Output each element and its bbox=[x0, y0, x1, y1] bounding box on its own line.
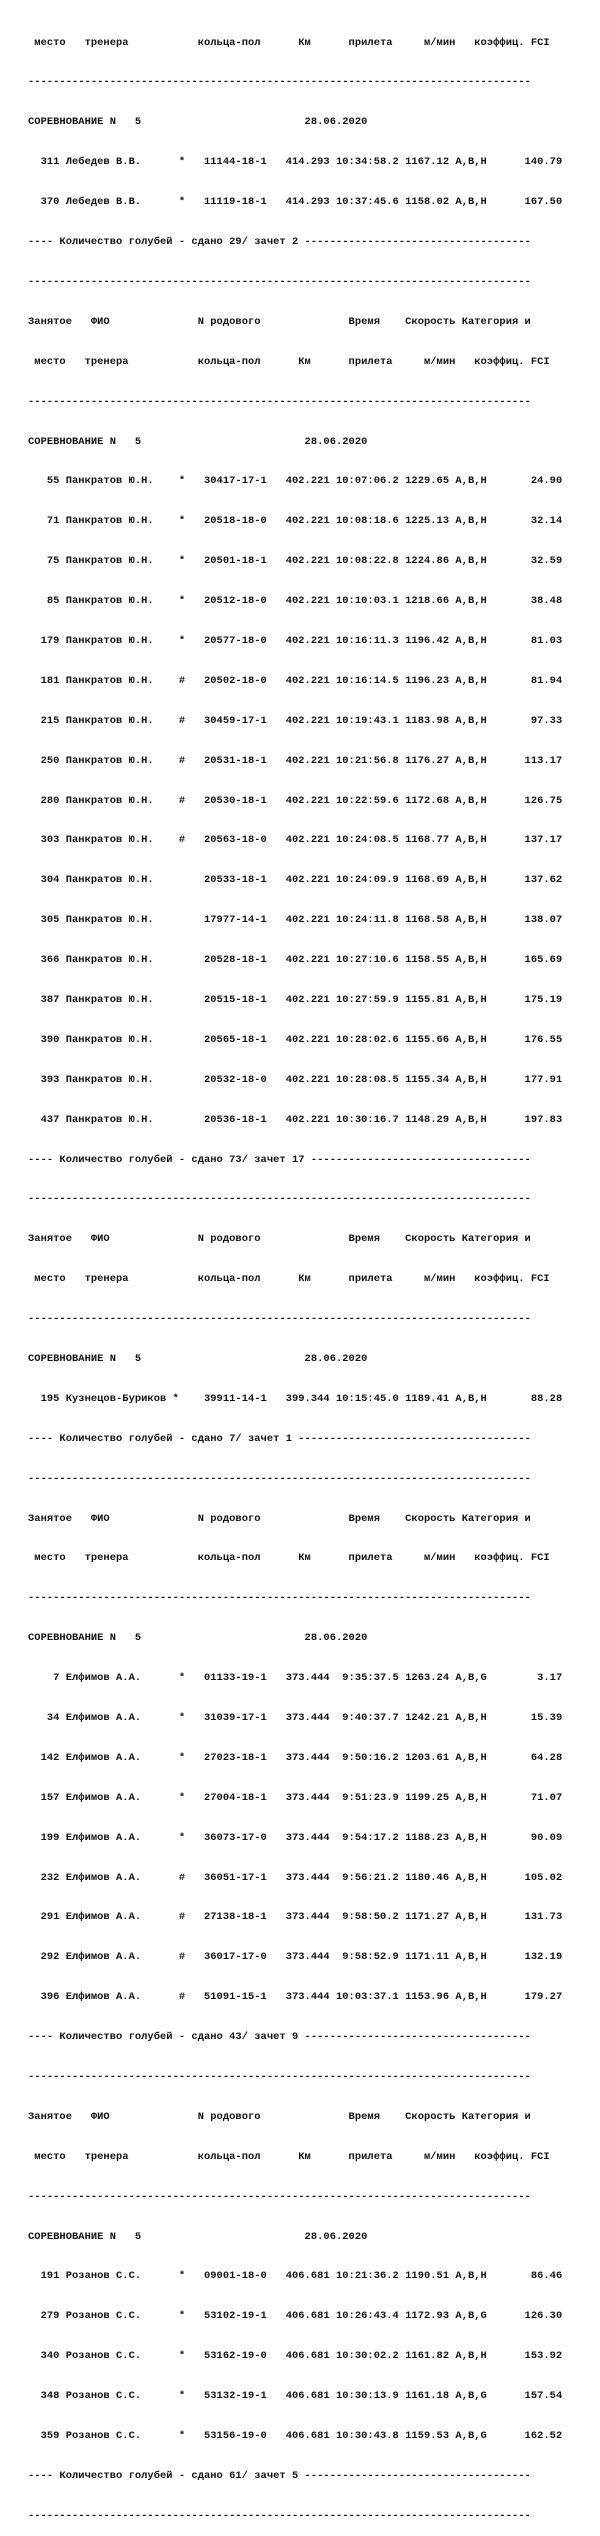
text-line: место тренера кольца-пол Км прилета м/мин коэффиц. FCI bbox=[28, 1273, 550, 1286]
text-line: 393 Панкратов Ю.Н. 20532-18-0 402.221 10:28:08.5 1155.34 A,B,H 177.91 bbox=[28, 1073, 563, 1086]
text-line: 250 Панкратов Ю.Н. # 20531-18-1 402.221 10:21:56.8 1176.27 A,B,H 113.17 bbox=[28, 754, 563, 767]
text-line: Занятое ФИО N родового Время Скорость Категория и bbox=[28, 2110, 531, 2123]
text-line: место тренера кольца-пол Км прилета м/мин коэффиц. FCI bbox=[28, 2150, 550, 2163]
text-line: -------------------------------------------------------------------------------- bbox=[28, 1472, 531, 1485]
text-line: место тренера кольца-пол Км прилета м/мин коэффиц. FCI bbox=[28, 1552, 550, 1565]
text-line: -------------------------------------------------------------------------------- bbox=[28, 2509, 531, 2522]
text-line: -------------------------------------------------------------------------------- bbox=[28, 1592, 531, 1605]
text-line: СОРЕВНОВАНИЕ N 5 28.06.2020 bbox=[28, 1632, 368, 1645]
text-line: -------------------------------------------------------------------------------- bbox=[28, 395, 531, 408]
text-line: 348 Розанов С.С. * 53132-19-1 406.681 10:30:13.9 1161.18 A,B,G 157.54 bbox=[28, 2390, 563, 2403]
results-printout bbox=[28, 10, 562, 2536]
text-line: 55 Панкратов Ю.Н. * 30417-17-1 402.221 10:07:06.2 1229.65 A,B,H 24.90 bbox=[28, 475, 563, 488]
text-line: ---- Количество голубей - сдано 61/ зачет 5 ------------------------------------ bbox=[28, 2469, 531, 2482]
text-line: -------------------------------------------------------------------------------- bbox=[28, 76, 531, 89]
text-line: 304 Панкратов Ю.Н. 20533-18-1 402.221 10:24:09.9 1168.69 A,B,H 137.62 bbox=[28, 874, 563, 887]
text-line: -------------------------------------------------------------------------------- bbox=[28, 275, 531, 288]
text-line: СОРЕВНОВАНИЕ N 5 28.06.2020 bbox=[28, 435, 368, 448]
text-line: 85 Панкратов Ю.Н. * 20512-18-0 402.221 10:10:03.1 1218.66 A,B,H 38.48 bbox=[28, 595, 563, 608]
text-line: 181 Панкратов Ю.Н. # 20502-18-0 402.221 10:16:14.5 1196.23 A,B,H 81.94 bbox=[28, 674, 563, 687]
text-line: 390 Панкратов Ю.Н. 20565-18-1 402.221 10:28:02.6 1155.66 A,B,H 176.55 bbox=[28, 1033, 563, 1046]
text-line: Занятое ФИО N родового Время Скорость Категория и bbox=[28, 315, 531, 328]
text-line: 7 Елфимов А.А. * 01133-19-1 373.444 9:35:37.5 1263.24 A,B,G 3.17 bbox=[28, 1672, 563, 1685]
text-line: 303 Панкратов Ю.Н. # 20563-18-0 402.221 10:24:08.5 1168.77 A,B,H 137.17 bbox=[28, 834, 563, 847]
text-line: 311 Лебедев В.В. * 11144-18-1 414.293 10:34:58.2 1167.12 A,B,H 140.79 bbox=[28, 156, 563, 169]
text-line: ---- Количество голубей - сдано 73/ зачет 17 ----------------------------------- bbox=[28, 1153, 531, 1166]
text-line: 359 Розанов С.С. * 53156-19-0 406.681 10:30:43.8 1159.53 A,B,G 162.52 bbox=[28, 2430, 563, 2443]
text-line: Занятое ФИО N родового Время Скорость Категория и bbox=[28, 1512, 531, 1525]
text-line: 195 Кузнецов-Буриков * 39911-14-1 399.344 10:15:45.0 1189.41 A,B,H 88.28 bbox=[28, 1392, 563, 1405]
text-line: 366 Панкратов Ю.Н. 20528-18-1 402.221 10:27:10.6 1158.55 A,B,H 165.69 bbox=[28, 954, 563, 967]
text-line: СОРЕВНОВАНИЕ N 5 28.06.2020 bbox=[28, 1352, 368, 1365]
text-line: 232 Елфимов А.А. # 36051-17-1 373.444 9:56:21.2 1180.46 A,B,H 105.02 bbox=[28, 1871, 563, 1884]
text-line: СОРЕВНОВАНИЕ N 5 28.06.2020 bbox=[28, 2230, 368, 2243]
text-line: 396 Елфимов А.А. # 51091-15-1 373.444 10:03:37.1 1153.96 A,B,H 179.27 bbox=[28, 1991, 563, 2004]
text-line: 291 Елфимов А.А. # 27138-18-1 373.444 9:58:50.2 1171.27 A,B,H 131.73 bbox=[28, 1911, 563, 1924]
text-line: Занятое ФИО N родового Время Скорость Категория и bbox=[28, 1233, 531, 1246]
text-line: 305 Панкратов Ю.Н. 17977-14-1 402.221 10:24:11.8 1168.58 A,B,H 138.07 bbox=[28, 914, 563, 927]
text-line: 292 Елфимов А.А. # 36017-17-0 373.444 9:58:52.9 1171.11 A,B,H 132.19 bbox=[28, 1951, 563, 1964]
text-line: 437 Панкратов Ю.Н. 20536-18-1 402.221 10:30:16.7 1148.29 A,B,H 197.83 bbox=[28, 1113, 563, 1126]
text-line: ---- Количество голубей - сдано 29/ зачет 2 ------------------------------------ bbox=[28, 236, 531, 249]
text-line: СОРЕВНОВАНИЕ N 5 28.06.2020 bbox=[28, 116, 368, 129]
text-line: место тренера кольца-пол Км прилета м/мин коэффиц. FCI bbox=[28, 36, 550, 49]
text-line: -------------------------------------------------------------------------------- bbox=[28, 2071, 531, 2084]
text-line: 157 Елфимов А.А. * 27004-18-1 373.444 9:51:23.9 1199.25 A,B,H 71.07 bbox=[28, 1791, 563, 1804]
text-line: 387 Панкратов Ю.Н. 20515-18-1 402.221 10:27:59.9 1155.81 A,B,H 175.19 bbox=[28, 993, 563, 1006]
text-line: 340 Розанов С.С. * 53162-19-0 406.681 10:30:02.2 1161.82 A,B,H 153.92 bbox=[28, 2350, 563, 2363]
text-line: 191 Розанов С.С. * 09001-18-0 406.681 10:21:36.2 1190.51 A,B,H 86.46 bbox=[28, 2270, 563, 2283]
text-line: 142 Елфимов А.А. * 27023-18-1 373.444 9:50:16.2 1203.61 A,B,H 64.28 bbox=[28, 1751, 563, 1764]
text-line: -------------------------------------------------------------------------------- bbox=[28, 1313, 531, 1326]
text-line: ---- Количество голубей - сдано 43/ зачет 9 ------------------------------------ bbox=[28, 2031, 531, 2044]
text-line: 34 Елфимов А.А. * 31039-17-1 373.444 9:40:37.7 1242.21 A,B,H 15.39 bbox=[28, 1712, 563, 1724]
text-line: 71 Панкратов Ю.Н. * 20518-18-0 402.221 10:08:18.6 1225.13 A,B,H 32.14 bbox=[28, 515, 563, 528]
text-line: место тренера кольца-пол Км прилета м/мин коэффиц. FCI bbox=[28, 355, 550, 368]
text-line: ---- Количество голубей - сдано 7/ зачет 1 ------------------------------------- bbox=[28, 1432, 531, 1445]
text-line: 280 Панкратов Ю.Н. # 20530-18-1 402.221 10:22:59.6 1172.68 A,B,H 126.75 bbox=[28, 794, 563, 807]
text-line: -------------------------------------------------------------------------------- bbox=[28, 1193, 531, 1206]
text-line: 370 Лебедев В.В. * 11119-18-1 414.293 10:37:45.6 1158.02 A,B,H 167.50 bbox=[28, 196, 563, 209]
text-line: 179 Панкратов Ю.Н. * 20577-18-0 402.221 10:16:11.3 1196.42 A,B,H 81.03 bbox=[28, 634, 563, 647]
text-line: 199 Елфимов А.А. * 36073-17-0 373.444 9:54:17.2 1188.23 A,B,H 90.09 bbox=[28, 1831, 563, 1844]
text-line: 215 Панкратов Ю.Н. # 30459-17-1 402.221 10:19:43.1 1183.98 A,B,H 97.33 bbox=[28, 714, 563, 727]
text-line: -------------------------------------------------------------------------------- bbox=[28, 2190, 531, 2203]
text-line: 279 Розанов С.С. * 53102-19-1 406.681 10:26:43.4 1172.93 A,B,G 126.30 bbox=[28, 2310, 563, 2323]
text-line: 75 Панкратов Ю.Н. * 20501-18-1 402.221 10:08:22.8 1224.86 A,B,H 32.59 bbox=[28, 555, 563, 568]
